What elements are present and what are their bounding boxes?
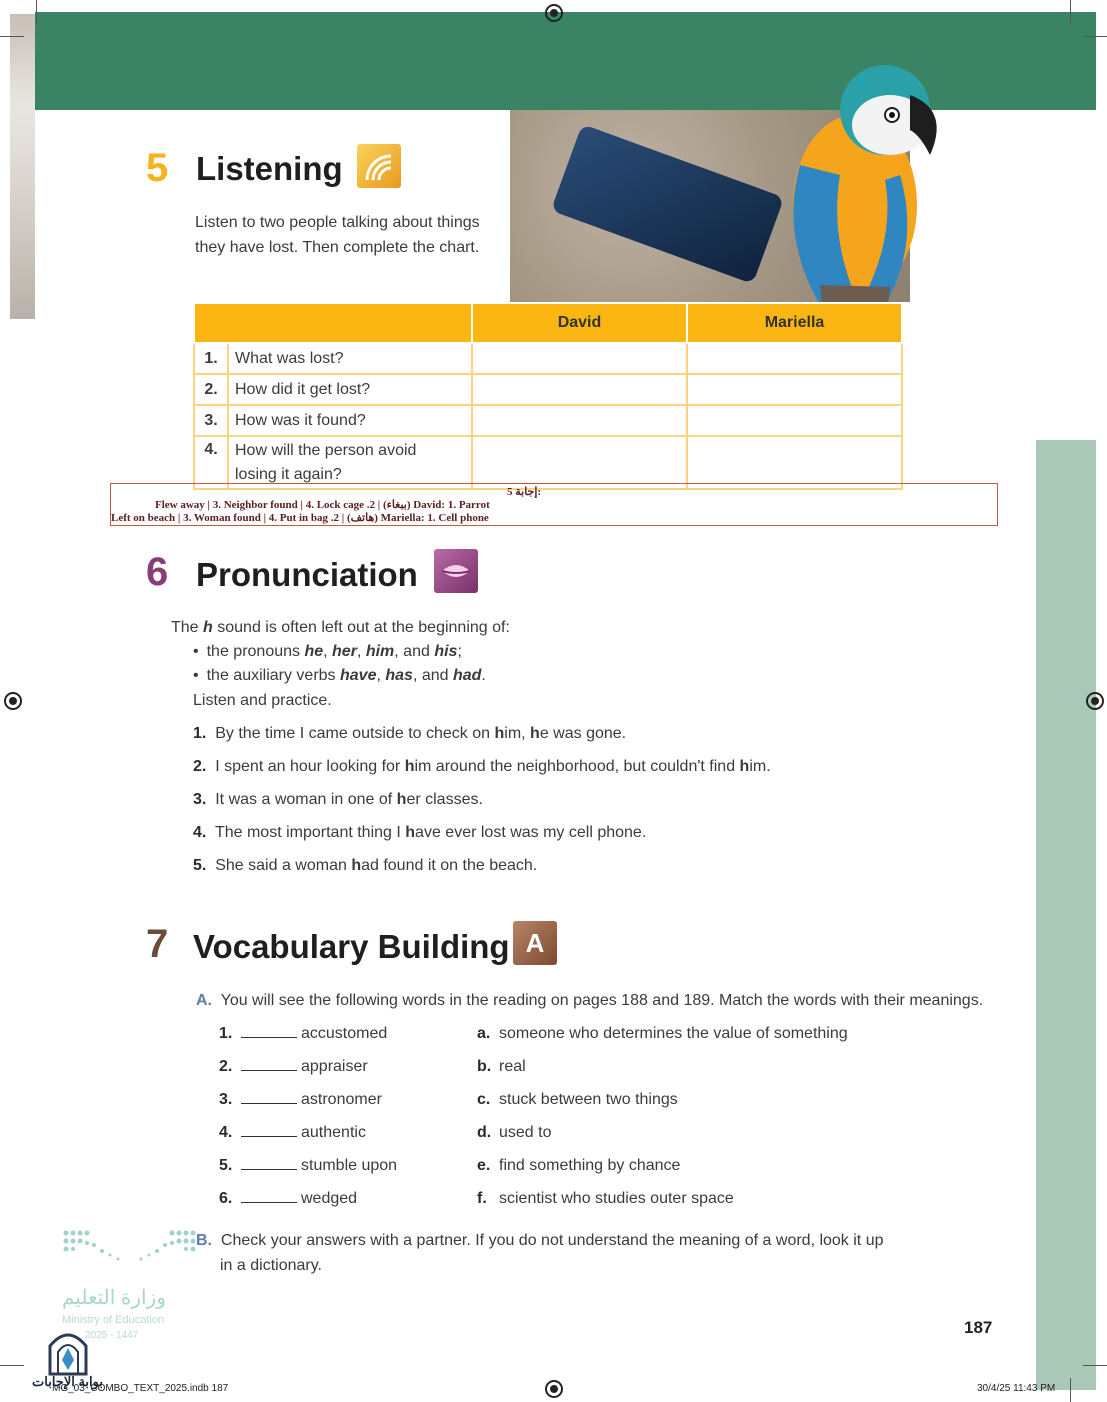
answer-cell-david[interactable] — [472, 405, 687, 436]
h-letter: h — [203, 619, 213, 636]
pronoun-word: his — [434, 643, 458, 660]
vocab-word: appraiser — [301, 1058, 368, 1075]
footer-datetime: 30/4/25 11:43 PM — [977, 1383, 1056, 1394]
answer-key-label: إجابة 5: — [507, 486, 542, 498]
h-letter: h — [494, 725, 505, 742]
separator: , and — [394, 643, 435, 660]
answer-key-box — [110, 483, 998, 526]
word-number: 2. — [219, 1058, 233, 1075]
row-question: What was lost? — [228, 343, 472, 374]
h-letter: h — [739, 758, 750, 775]
answer-cell-david[interactable] — [472, 343, 687, 374]
registration-mark-icon — [4, 692, 22, 710]
item-text: I spent an hour looking for — [215, 758, 405, 775]
footer-file: MG_03_COMBO_TEXT_2025.indb 187 — [52, 1383, 229, 1394]
listening-chart — [193, 302, 903, 490]
word-number: 5. — [219, 1157, 233, 1174]
list-item — [193, 721, 626, 746]
word-number: 1. — [219, 1025, 233, 1042]
side-color-bar — [1036, 440, 1096, 1390]
section-5-title: Listening — [196, 150, 343, 187]
list-item — [477, 1021, 848, 1054]
row-number: 2. — [194, 374, 228, 405]
table-row — [194, 436, 902, 489]
answer-cell-mariella[interactable] — [687, 374, 902, 405]
vocab-word: accustomed — [301, 1025, 388, 1042]
list-item — [193, 853, 537, 878]
bullet-pronouns: • the pronouns he, her, him, and his; — [193, 643, 462, 660]
left-edge-photo — [10, 14, 35, 319]
registration-mark-icon — [545, 1380, 563, 1398]
item-number: 4. — [193, 824, 207, 841]
meaning-text: stuck between two things — [499, 1091, 678, 1108]
h-letter: h — [405, 824, 416, 841]
item-text: ad found it on the beach. — [361, 857, 538, 874]
verb-word: had — [452, 667, 482, 684]
list-item — [219, 1021, 397, 1054]
list-item — [193, 820, 646, 845]
pronoun-word: he — [304, 643, 324, 660]
vocab-word: stumble upon — [301, 1157, 398, 1174]
crop-mark — [1070, 1378, 1071, 1402]
parrot-image — [760, 55, 945, 310]
bullet-auxiliary: • the auxiliary verbs have, has, and had. — [193, 667, 486, 684]
answer-key-line: Flew away | 3. Neighbor found | 4. Lock cage .2 | (ببغاء) David: 1. Parrot — [155, 499, 490, 511]
part-b-label: B. — [196, 1232, 212, 1249]
list-item — [477, 1087, 848, 1120]
instructions-line: they have lost. Then complete the chart. — [195, 239, 480, 256]
chart-header-row — [194, 303, 902, 343]
crop-mark — [0, 1365, 24, 1366]
registration-mark-icon — [545, 4, 563, 22]
lips-icon[interactable] — [434, 549, 478, 593]
answer-cell-mariella[interactable] — [687, 436, 902, 489]
meaning-text: find something by chance — [499, 1157, 681, 1174]
row-question: How was it found? — [228, 405, 472, 436]
pronoun-word: him — [365, 643, 395, 660]
table-row — [194, 405, 902, 436]
answer-key-line: Left on beach | 3. Woman found | 4. Put in bag .2 | (هاتف) Mariella: 1. Cell phone — [111, 512, 489, 524]
list-item — [477, 1120, 848, 1153]
item-number: 5. — [193, 857, 207, 874]
chart-header-david: David — [472, 303, 687, 343]
ministry-english-name: Ministry of Education — [62, 1314, 165, 1326]
h-letter: h — [404, 758, 415, 775]
crop-mark — [36, 0, 37, 24]
portal-name: بوابة الإجابات — [32, 1374, 103, 1389]
bullet-text: the auxiliary verbs — [206, 667, 340, 684]
answer-blank[interactable] — [241, 1135, 297, 1137]
item-text: im, — [504, 725, 531, 742]
section-6-title: Pronunciation — [196, 556, 418, 593]
item-text: ave ever lost was my cell phone. — [415, 824, 647, 841]
word-number: 4. — [219, 1124, 233, 1141]
question-line: losing it again? — [235, 465, 342, 483]
phone-image — [551, 124, 784, 284]
item-number: 3. — [193, 791, 207, 808]
item-number: 1. — [193, 725, 207, 742]
section-5-number: 5 — [146, 146, 169, 190]
crop-mark — [1083, 1365, 1107, 1366]
table-row — [194, 374, 902, 405]
audio-icon[interactable] — [357, 144, 401, 188]
answer-blank[interactable] — [241, 1069, 297, 1071]
meaning-letter: d. — [477, 1124, 492, 1141]
part-a-label: A. — [196, 992, 212, 1009]
table-row — [194, 343, 902, 374]
answer-blank[interactable] — [241, 1168, 297, 1170]
meaning-text: real — [499, 1058, 526, 1075]
meaning-letter: a. — [477, 1025, 491, 1042]
meaning-letter: c. — [477, 1091, 491, 1108]
section-7-number: 7 — [146, 922, 169, 966]
verb-word: have — [340, 667, 377, 684]
part-b-text: in a dictionary. — [220, 1257, 322, 1274]
h-letter: h — [351, 857, 362, 874]
vocabulary-icon[interactable]: A — [513, 921, 557, 965]
row-question: How did it get lost? — [228, 374, 472, 405]
h-letter: h — [530, 725, 540, 742]
part-a-instructions — [196, 988, 983, 1013]
meaning-text: used to — [499, 1124, 552, 1141]
registration-mark-icon — [1086, 692, 1104, 710]
part-b-instructions — [196, 1228, 884, 1278]
ministry-dots-logo — [62, 1229, 197, 1273]
verb-word: has — [385, 667, 413, 684]
separator: ; — [457, 643, 462, 660]
intro-text: sound is often left out at the beginning of: — [212, 619, 510, 636]
item-text: She said a woman — [215, 857, 352, 874]
meaning-letter: e. — [477, 1157, 491, 1174]
row-number: 4. — [194, 436, 228, 489]
ministry-year: 2025 - 1447 — [85, 1330, 139, 1341]
separator: . — [481, 667, 486, 684]
list-item — [193, 754, 771, 779]
part-b-text: Check your answers with a partner. If you do not understand the meaning of a word, look it up — [220, 1232, 884, 1249]
list-item — [477, 1054, 848, 1087]
word-list — [219, 1021, 397, 1219]
list-item — [219, 1054, 397, 1087]
separator: , — [376, 667, 386, 684]
list-item — [477, 1186, 848, 1219]
list-item — [477, 1153, 848, 1186]
separator: , — [356, 643, 366, 660]
list-item — [219, 1120, 397, 1153]
vocab-word: astronomer — [301, 1091, 382, 1108]
portal-logo-icon — [46, 1326, 90, 1376]
word-number: 3. — [219, 1091, 233, 1108]
answer-cell-david[interactable] — [472, 374, 687, 405]
instructions-line: Listen to two people talking about things — [195, 214, 480, 231]
item-text: By the time I came outside to check on — [215, 725, 495, 742]
row-question — [228, 436, 472, 489]
answer-blank[interactable] — [241, 1102, 297, 1104]
page-number: 187 — [964, 1318, 993, 1337]
meaning-letter: b. — [477, 1058, 492, 1075]
item-text: e was gone. — [539, 725, 627, 742]
item-text: The most important thing I — [214, 824, 406, 841]
list-item — [219, 1153, 397, 1186]
list-item — [219, 1087, 397, 1120]
part-a-text: You will see the following words in the reading on pages 188 and 189. Match the words with their meanings. — [220, 992, 984, 1009]
meaning-text: scientist who studies outer space — [499, 1190, 734, 1207]
answer-blank[interactable] — [241, 1036, 297, 1038]
item-text: It was a woman in one of — [215, 791, 397, 808]
intro-text: The — [171, 619, 204, 636]
question-line: How will the person avoid — [235, 441, 417, 459]
chart-header-mariella: Mariella — [687, 303, 902, 343]
section-7-title: Vocabulary Building — [193, 928, 510, 965]
answer-cell-david[interactable] — [472, 436, 687, 489]
meaning-letter: f. — [477, 1190, 487, 1207]
item-text: im around the neighborhood, but couldn't find — [414, 758, 740, 775]
vocab-word: wedged — [301, 1190, 358, 1207]
section-6-number: 6 — [146, 550, 169, 594]
section-5-instructions — [195, 210, 480, 260]
vocab-word: authentic — [301, 1124, 366, 1141]
meaning-list — [477, 1021, 848, 1219]
item-text: er classes. — [406, 791, 483, 808]
row-number: 3. — [194, 405, 228, 436]
meaning-text: someone who determines the value of something — [499, 1025, 848, 1042]
row-number: 1. — [194, 343, 228, 374]
chart-header-blank — [194, 303, 472, 343]
bullet-text: the pronouns — [206, 643, 305, 660]
answer-cell-mariella[interactable] — [687, 405, 902, 436]
crop-mark — [1070, 0, 1071, 24]
separator: , and — [412, 667, 453, 684]
pronoun-word: her — [332, 643, 357, 660]
h-letter: h — [396, 791, 407, 808]
item-number: 2. — [193, 758, 207, 775]
answer-cell-mariella[interactable] — [687, 343, 902, 374]
item-text: im. — [749, 758, 771, 775]
pronunciation-intro — [171, 615, 510, 640]
practice-instruction: Listen and practice. — [193, 692, 332, 709]
separator: , — [323, 643, 333, 660]
ministry-arabic-name: وزارة التعليم — [62, 1287, 166, 1309]
word-number: 6. — [219, 1190, 233, 1207]
list-item — [193, 787, 483, 812]
answer-blank[interactable] — [241, 1201, 297, 1203]
crop-mark — [0, 36, 24, 37]
list-item — [219, 1186, 397, 1219]
crop-mark — [1083, 36, 1107, 37]
